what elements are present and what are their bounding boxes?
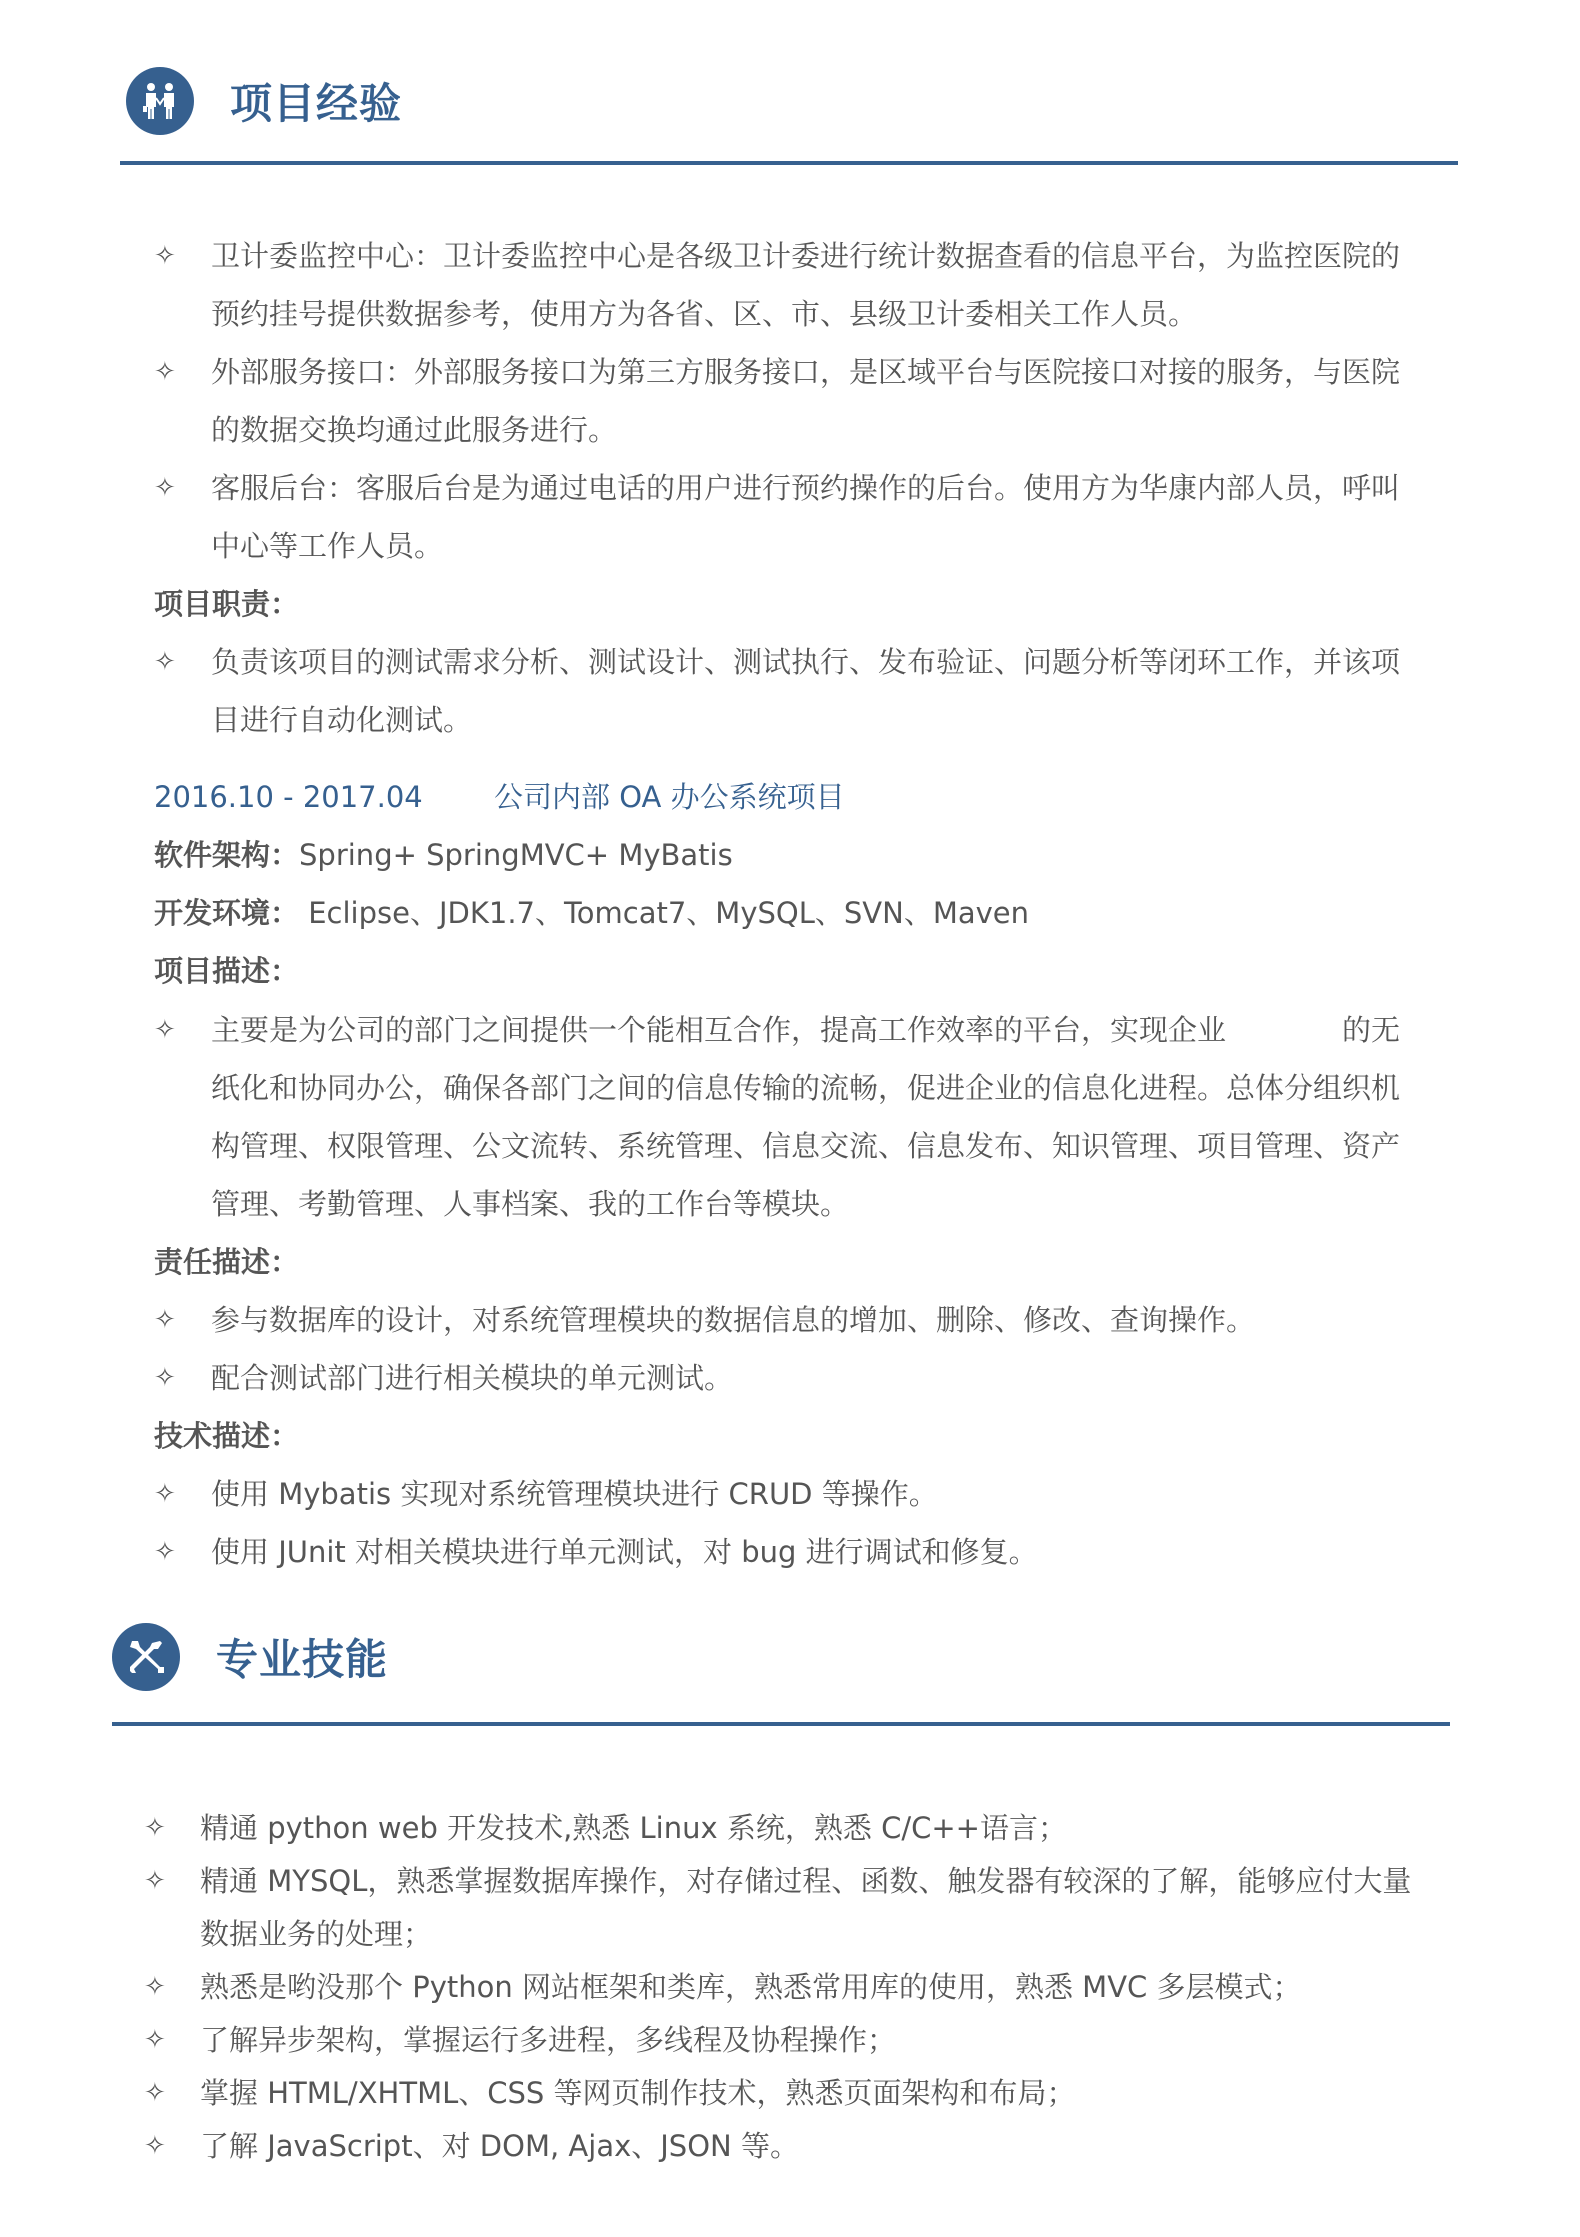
- list-item-line: 的数据交换均通过此服务进行。: [211, 413, 618, 447]
- section-divider: [120, 161, 1458, 165]
- bullet-icon: ✧: [144, 2078, 166, 2108]
- bullet-icon: ✧: [154, 647, 176, 677]
- duty-label: 项目职责：: [154, 587, 300, 621]
- bullet-icon: ✧: [154, 473, 176, 503]
- project-date: 2016.10 - 2017.04: [154, 780, 423, 814]
- section-divider: [112, 1722, 1450, 1726]
- arch-label: 软件架构：: [154, 838, 300, 872]
- list-item-line: 构管理、权限管理、公文流转、系统管理、信息交流、信息发布、知识管理、项目管理、资产: [211, 1129, 1401, 1163]
- list-item-line: 了解 JavaScript、对 DOM, Ajax、JSON 等。: [200, 2129, 799, 2163]
- bullet-icon: ✧: [144, 1866, 166, 1896]
- list-item-line: 负责该项目的测试需求分析、测试设计、测试执行、发布验证、问题分析等闭环工作，并该项: [211, 645, 1401, 679]
- section-title: 专业技能: [216, 1635, 389, 1684]
- env-row: [154, 893, 1029, 933]
- env-label: 开发环境：: [154, 896, 300, 930]
- list-item-line: 纸化和协同办公，确保各部门之间的信息传输的流畅，促进企业的信息化进程。总体分组织机: [211, 1071, 1401, 1105]
- people-icon: [126, 67, 194, 135]
- tech-label: 技术描述：: [154, 1419, 300, 1453]
- list-item-line: 使用 JUnit 对相关模块进行单元测试，对 bug 进行调试和修复。: [211, 1535, 1038, 1569]
- bullet-icon: ✧: [144, 2025, 166, 2055]
- list-item-line: 管理、考勤管理、人事档案、我的工作台等模块。: [211, 1187, 850, 1221]
- list-item-line: 客服后台：客服后台是为通过电话的用户进行预约操作的后台。使用方为华康内部人员，呼叫: [211, 471, 1401, 505]
- bullet-icon: ✧: [154, 357, 176, 387]
- bullet-icon: ✧: [144, 1813, 166, 1843]
- desc-label: 项目描述：: [154, 954, 300, 988]
- bullet-icon: ✧: [154, 241, 176, 271]
- list-item-line: 主要是为公司的部门之间提供一个能相互合作，提高工作效率的平台，实现企业 的无: [211, 1013, 1401, 1047]
- arch-row: [154, 835, 733, 875]
- bullet-icon: ✧: [154, 1479, 176, 1509]
- bullet-icon: ✧: [154, 1305, 176, 1335]
- list-item-line: 熟悉是哟没那个 Python 网站框架和类库，熟悉常用库的使用，熟悉 MVC 多层模式；: [200, 1970, 1302, 2004]
- list-item-line: 中心等工作人员。: [211, 529, 444, 563]
- list-item-line: 了解异步架构，掌握运行多进程，多线程及协程操作；: [200, 2023, 897, 2057]
- resp-label: 责任描述：: [154, 1245, 300, 1279]
- bullet-icon: ✧: [154, 1363, 176, 1393]
- bullet-icon: ✧: [154, 1537, 176, 1567]
- section-header-projects: [126, 67, 402, 135]
- list-item-line: 外部服务接口：外部服务接口为第三方服务接口，是区域平台与医院接口对接的服务，与医院: [211, 355, 1401, 389]
- bullet-icon: ✧: [154, 1015, 176, 1045]
- env-value: Eclipse、JDK1.7、Tomcat7、MySQL、SVN、Maven: [299, 896, 1030, 930]
- arch-value: Spring+ SpringMVC+ MyBatis: [299, 838, 733, 872]
- list-item-line: 精通 MYSQL，熟悉掌握数据库操作，对存储过程、函数、触发器有较深的了解，能够应付大量: [200, 1864, 1412, 1898]
- list-item-line: 预约挂号提供数据参考，使用方为各省、区、市、县级卫计委相关工作人员。: [211, 297, 1198, 331]
- list-item-line: 使用 Mybatis 实现对系统管理模块进行 CRUD 等操作。: [211, 1477, 938, 1511]
- bullet-icon: ✧: [144, 2131, 166, 2161]
- list-item-line: 精通 python web 开发技术,熟悉 Linux 系统，熟悉 C/C++语言；: [200, 1811, 1067, 1845]
- section-title: 项目经验: [230, 79, 403, 128]
- list-item-line: 卫计委监控中心：卫计委监控中心是各级卫计委进行统计数据查看的信息平台，为监控医院的: [211, 239, 1401, 273]
- list-item-line: 目进行自动化测试。: [211, 703, 473, 737]
- list-item-line: 配合测试部门进行相关模块的单元测试。: [211, 1361, 734, 1395]
- tools-icon: [112, 1623, 180, 1691]
- bullet-icon: ✧: [144, 1972, 166, 2002]
- list-item-line: 数据业务的处理；: [200, 1917, 433, 1951]
- list-item-line: 参与数据库的设计，对系统管理模块的数据信息的增加、删除、修改、查询操作。: [211, 1303, 1256, 1337]
- project-name: 公司内部 OA 办公系统项目: [494, 780, 845, 814]
- section-header-skills: [112, 1623, 388, 1691]
- list-item-line: 掌握 HTML/XHTML、CSS 等网页制作技术，熟悉页面架构和布局；: [200, 2076, 1076, 2110]
